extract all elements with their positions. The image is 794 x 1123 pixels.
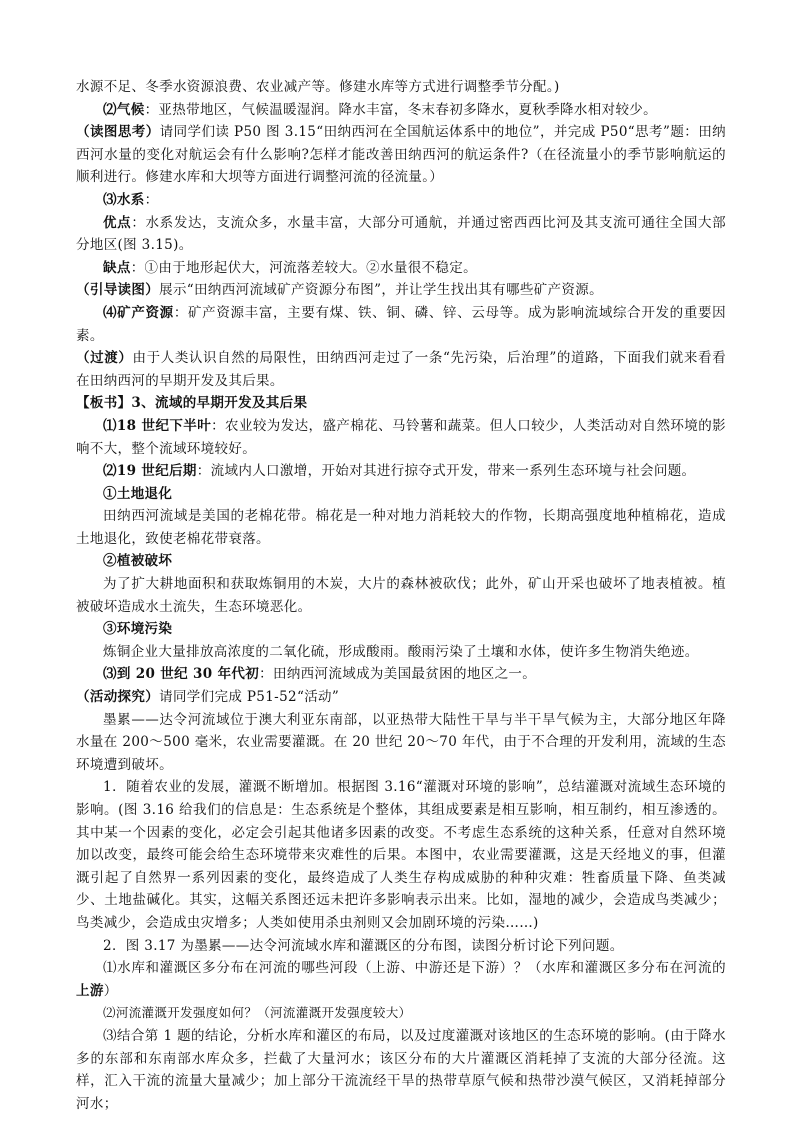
paragraph [76,1002,726,1025]
text-run: 水源不足、冬季水资源浪费、农业减产等。修建水库等方式进行调整季节分配。) [76,79,560,95]
paragraph [76,618,726,641]
paragraph [76,121,726,189]
bold-text-run: （过渡） [76,350,133,367]
bold-text-run: ⑶水系 [103,191,145,208]
bold-text-run: ⑴18 世纪下半叶 [103,417,212,434]
paragraph [76,76,726,99]
text-run: ： [144,191,159,208]
text-run: ：水系发达，支流众多，水量丰富，大部分可通航，并通过密西西比河及其支流可通往全国大部分地区(图 3.15)。 [76,214,727,254]
text-run: 展示“田纳西河流域矿产资源分布图”，并让学生找出其有哪些矿产资源。 [159,282,603,299]
bold-text-run: 优点 [103,214,132,231]
text-run: 请同学们完成 P51-52“活动” [159,689,340,706]
text-run: 墨累——达令河流域位于澳大利亚东南部，以亚热带大陆性干旱与半干旱气候为主，大部分地区年降水量在 200～500 毫米，农业需要灌溉。在 20 世纪 20～70 年代，由于不合理的开发利用，流域的生态环境遭到破坏。 [76,711,726,773]
text-run: 由于人类认识自然的局限性，田纳西河走过了一条“先污染，后治理”的道路，下面我们就来看看在田纳西河的早期开发及其后果。 [76,350,726,389]
text-run: ：农业较为发达，盛产棉花、马铃薯和蔬菜。但人口较少，人类活动对自然环境的影响不大，整个流域环境较好。 [76,417,726,457]
paragraph [76,550,726,573]
paragraph [76,302,726,347]
paragraph [76,99,726,122]
bold-text-run: ⑶到 20 世纪 30 年代初 [103,666,260,683]
text-run: 2．图 3.17 为墨累——达令河流域水库和灌溉区的分布图，读图分析讨论下列问题。 [103,937,624,954]
paragraph [76,257,726,280]
bold-text-run: ⑵19 世纪后期 [103,463,197,480]
text-run: 为了扩大耕地面积和获取炼铜用的木炭，大片的森林被砍伐；此外，矿山开采也破坏了地表植被。植被破坏造成水土流失，生态环境恶化。 [76,576,726,615]
text-run: 田纳西河流域是美国的老棉花带。棉花是一种对地力消耗较大的作物，长期高强度地种植棉花，造成土地退化，致使老棉花带衰落。 [76,508,726,547]
paragraph [76,686,726,709]
paragraph [76,483,726,506]
bold-text-run: ⑷矿产资源 [103,304,174,321]
text-run: ：矿产资源丰富，主要有煤、铁、铜、磷、锌、云母等。成为影响流域综合开发的重要因素。 [76,304,727,344]
bold-text-run: ①土地退化 [103,485,173,502]
text-run: ⑶结合第 1 题的结论，分析水库和灌区的布局，以及过度灌溉对该地区的生态环境的影响。(由于降水多的东部和东南部水库众多，拦截了大量河水；该区分布的大片灌溉区消耗掉了支流的大部分径流。这样，汇入干流的流量大量减少；加上部分干流流经干旱的热带草原气候和热带沙漠气候区，又消耗掉部分河水； [76,1027,726,1112]
text-run: ：流域内人口激增，开始对其进行掠夺式开发，带来一系列生态环境与社会问题。 [196,463,696,480]
text-run: ） [103,982,118,999]
bold-text-run: 【板书】3、流域的早期开发及其后果 [76,395,308,412]
bold-text-run: ③环境污染 [103,621,173,638]
paragraph [76,415,726,460]
paragraph [76,189,726,212]
paragraph [76,347,726,392]
bold-text-run: 缺点 [103,259,131,276]
text-run: ：亚热带地区，气候温暖湿润。降水丰富，冬末春初多降水，夏秋季降水相对较少。 [144,101,658,118]
paragraph [76,279,726,302]
paragraph [76,776,726,934]
text-run: 1．随着农业的发展，灌溉不断增加。根据图 3.16“灌溉对环境的影响”，总结灌溉对流域生态环境的影响。(图 3.16 给我们的信息是：生态系统是个整体，其组成要素是相互影响，相互制约，相互渗透的。其中某一个因素的变化，必定会引起其他诸多因素的改变。不考虑生态系统的这种关系，任意对自然环境加以改变，最终可能会给生态环境带来灾难性的后果。本图中，农业需要灌溉，这是天经地义的事，但灌溉引起了自然界一系列因素的变化，最终造成了人类生存构成威胁的种种灾难：牲畜质量下降、鱼类减少、土地盐碱化。其实，这幅关系图还远未把许多影响表示出来。比如，湿地的减少，会造成鸟类减少；鸟类减少，会造成虫灾增多；人类如使用杀虫剂则又会加剧环境的污染……) [76,779,726,931]
text-run: ⑵河流灌溉开发强度如何？（河流灌溉开发强度较大） [103,1005,412,1021]
paragraph [76,641,726,664]
bold-text-run: （活动探究） [76,689,160,706]
paragraph [76,573,726,618]
paragraph [76,505,726,550]
text-run: 请同学们读 P50 图 3.15“田纳西河在全国航运体系中的地位”，并完成 P50“思考”题：田纳西河水量的变化对航运会有什么影响?怎样才能改善田纳西河的航运条件?（在径流量小的季节影响航运的顺利进行。修建水库和大坝等方面进行调整河流的径流量。） [76,124,726,186]
paragraph [76,935,726,958]
paragraph [76,460,726,483]
paragraph [76,709,726,777]
bold-text-run: ⑵气候 [103,101,145,118]
paragraph [76,663,726,686]
document-body [76,76,726,1115]
bold-text-run: （引导读图） [76,282,160,299]
text-run: ：①由于地形起伏大，河流落差较大。②水量很不稳定。 [130,259,477,276]
text-run: 炼铜企业大量排放高浓度的二氧化硫，形成酸雨。酸雨污染了土壤和水体，使许多生物消失绝迹。 [103,643,699,660]
bold-text-run: 上游 [76,982,104,999]
paragraph [76,392,726,415]
paragraph [76,1025,726,1115]
bold-text-run: （读图思考） [76,124,160,141]
bold-text-run: ②植被破坏 [103,553,173,570]
text-run: ：田纳西河流域成为美国最贫困的地区之一。 [259,666,537,683]
paragraph [76,212,726,257]
text-run: ⑴水库和灌溉区多分布在河流的哪些河段（上游、中游还是下游）？（水库和灌溉区多分布在河流的 [103,960,726,977]
paragraph [76,957,726,1002]
